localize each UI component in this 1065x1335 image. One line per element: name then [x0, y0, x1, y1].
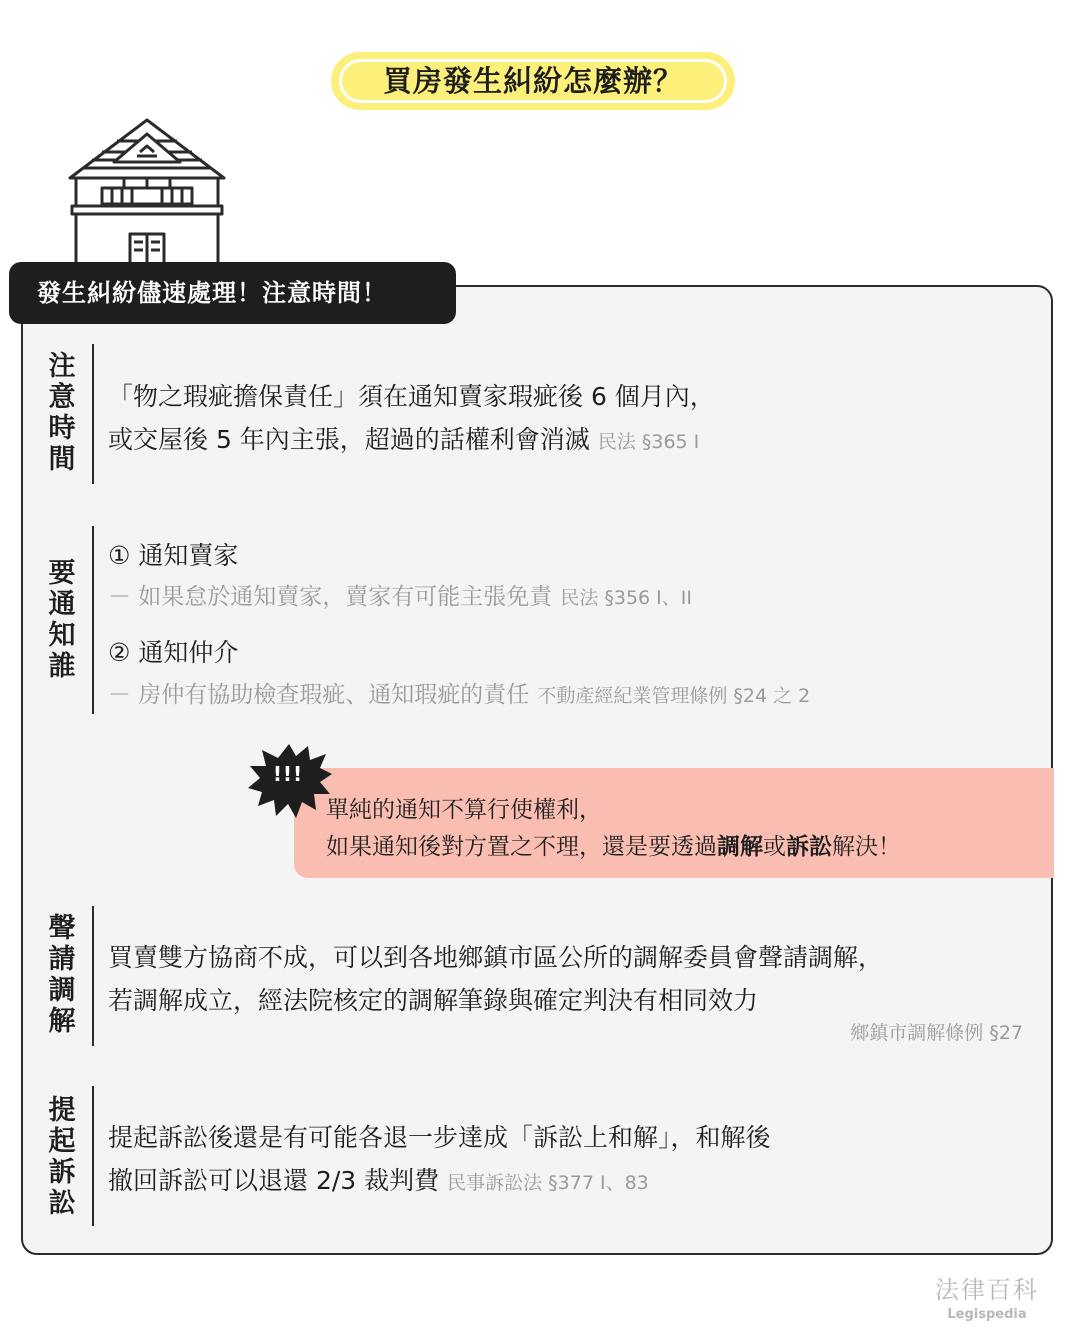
section-divider — [92, 344, 94, 484]
notify-item-seller: ① 通知賣家 — [108, 541, 239, 570]
section-label-notice-time: 注 意 時 間 — [48, 351, 76, 475]
notice-time-line-1: 「物之瑕疵擔保責任」須在通知賣家瑕疵後 6 個月內， — [108, 382, 715, 411]
title-pill — [331, 52, 735, 110]
section-banner: 發生糾紛儘速處理！注意時間！ — [9, 262, 456, 324]
alert-keyword-litigation: 訴訟 — [786, 834, 832, 860]
section-label-litigation: 提 起 訴 訟 — [48, 1095, 76, 1219]
house-icon — [62, 116, 232, 264]
litigation-line-2-text: 撤回訴訟可以退還 2/3 裁判費 — [108, 1166, 440, 1195]
alert-line-2-text-c: 或 — [763, 834, 786, 860]
section-label-who-to-notify: 要 通 知 誰 — [48, 558, 76, 682]
alert-line-2-text-a: 如果通知後對方置之不理，還是要透過 — [326, 834, 717, 860]
section-divider — [92, 906, 94, 1046]
law-reference: 不動產經紀業管理條例 §24 之 2 — [537, 685, 811, 707]
alert-keyword-mediation: 調解 — [717, 834, 763, 860]
section-label-mediation: 聲 請 調 解 — [48, 913, 76, 1037]
notify-item-agent: ② 通知仲介 — [108, 638, 239, 667]
notify-item-seller-detail — [108, 578, 692, 611]
mediation-line-1: 買賣雙方協商不成，可以到各地鄉鎮市區公所的調解委員會聲請調解， — [108, 943, 884, 972]
section-divider — [92, 1086, 94, 1226]
alert-badge: !!! — [272, 762, 304, 786]
notice-time-line-2-text: 或交屋後 5 年內主張，超過的話權利會消滅 — [108, 425, 590, 454]
notify-item-seller-detail-text: － 如果怠於通知賣家，賣家有可能主張免責 — [108, 584, 553, 610]
law-reference: 民事訴訟法 §377 I、83 — [447, 1172, 649, 1194]
alert-line-2-text-e: 解決！ — [832, 834, 901, 860]
section-divider — [92, 526, 94, 714]
notify-item-agent-detail — [108, 676, 810, 709]
law-reference: 民法 §365 I — [597, 431, 700, 453]
page-title: 買房發生糾紛怎麼辦？ — [382, 64, 683, 98]
law-reference: 鄉鎮市調解條例 §27 — [850, 1022, 1023, 1044]
litigation-line-1: 提起訴訟後還是有可能各退一步達成「訴訟上和解」，和解後 — [108, 1123, 771, 1152]
brand-logo — [935, 1270, 1039, 1322]
litigation-line-2 — [108, 1161, 649, 1197]
law-reference: 民法 §356 I、II — [560, 587, 692, 609]
mediation-line-2: 若調解成立，經法院核定的調解筆錄與確定判決有相同效力 — [108, 986, 759, 1015]
notify-item-agent-detail-text: － 房仲有協助檢查瑕疵、通知瑕疵的責任 — [108, 682, 530, 708]
alert-line-2 — [326, 828, 901, 861]
brand-name: 法律百科 — [935, 1276, 1039, 1304]
notice-time-line-2 — [108, 420, 699, 456]
brand-name-en: Legispedia — [947, 1307, 1027, 1322]
alert-line-1: 單純的通知不算行使權利， — [326, 797, 602, 823]
